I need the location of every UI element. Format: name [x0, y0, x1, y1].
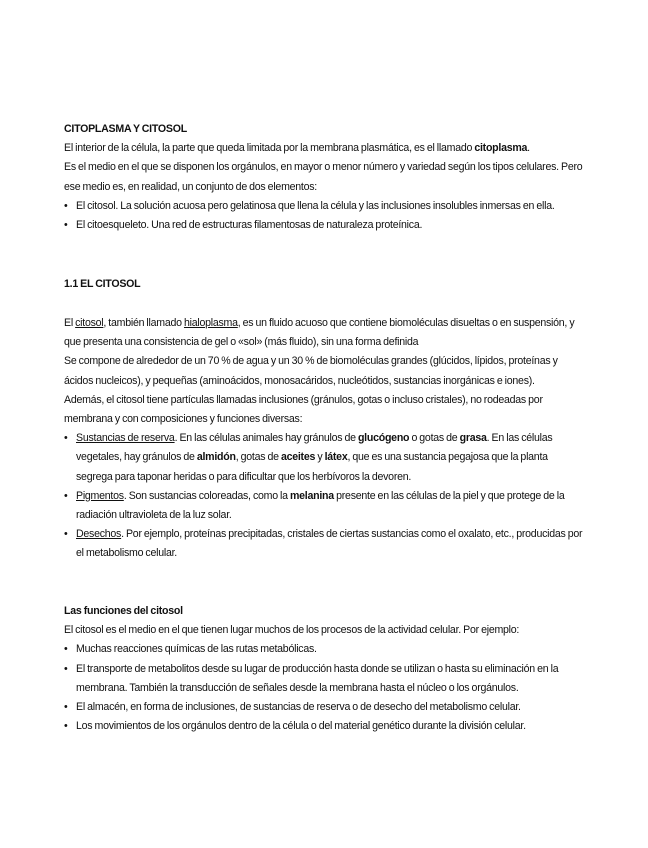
- list-elementos: [64, 197, 586, 235]
- list-item: • El almacén, en forma de inclusiones, de sustancias de reserva o de desecho del metabolismo celular.: [64, 698, 586, 717]
- bold-term: grasa: [459, 432, 487, 445]
- section-title-funciones: Las funciones del citosol: [64, 605, 183, 617]
- link-sustancias-reserva[interactable]: Sustancias de reserva: [76, 432, 175, 445]
- section-title-citoplasma: CITOPLASMA Y CITOSOL: [64, 123, 187, 135]
- list-item-reserva: [64, 429, 586, 487]
- paragraph-inclusiones: Además, el citosol tiene partículas llamadas inclusiones (gránulos, gotas o incluso cristales), no rodeadas por membrana y con composiciones y funciones diversas:: [64, 393, 543, 426]
- text: , que es una sustancia pegajosa que la planta segrega para taponar heridas o para dificultar que los herbívoros la devoren.: [76, 451, 548, 483]
- link-pigmentos[interactable]: Pigmentos: [76, 489, 124, 502]
- bold-term: melanina: [290, 489, 334, 502]
- list-item: • Muchas reacciones químicas de las rutas metabólicas.: [64, 640, 586, 659]
- paragraph-citoplasma-intro: [64, 139, 586, 158]
- link-desechos[interactable]: Desechos: [76, 528, 122, 541]
- text: .: [527, 142, 530, 155]
- text: y: [315, 451, 325, 464]
- bold-term: aceites: [280, 451, 316, 464]
- list-item: • El transporte de metabolitos desde su lugar de producción hasta donde se utilizan o hasta su eliminación en la membrana. También la transducción de señales desde la membrana hasta el núcleo o los orgánulos.: [64, 660, 586, 698]
- bold-term: citoplasma: [474, 142, 528, 155]
- text: El interior de la célula, la parte que queda limitada por la membrana plasmática, es el llamado: [64, 142, 475, 155]
- list-item: • El citosol. La solución acuosa pero gelatinosa que llena la célula y las inclusiones insolubles inmersas en ella.: [64, 197, 586, 216]
- link-hialoplasma[interactable]: hialoplasma: [183, 317, 238, 329]
- section-funciones: [64, 602, 586, 736]
- text: . En las células vegetales, hay gránulos de: [76, 432, 553, 464]
- list-item: • Los movimientos de los orgánulos dentro de la célula o del material genético durante la división celular.: [64, 717, 586, 736]
- paragraph-medio: Es el medio en el que se disponen los orgánulos, en mayor o menor número y variedad según los tipos celulares. Pero ese medio es, en realidad, un conjunto de dos elementos:: [64, 161, 583, 193]
- link-citosol[interactable]: citosol: [75, 317, 104, 329]
- bold-term: látex: [324, 451, 348, 464]
- section-citoplasma: [64, 120, 586, 235]
- list-item-desechos: [64, 525, 586, 563]
- text: . En las células animales hay gránulos de: [174, 432, 358, 445]
- text: . Son sustancias coloreadas, como la: [123, 489, 290, 502]
- text: , gotas de: [235, 451, 281, 464]
- text: o gotas de: [409, 432, 460, 445]
- text: , es un fluido acuoso que contiene biomoléculas disueltas o en suspensión, y que presenta una consistencia de gel o «sol» (más fluido), sin una forma definida: [64, 317, 575, 349]
- paragraph-citosol-def: [64, 314, 586, 352]
- text: presente en las células de la piel y que protege de la radiación ultravioleta de la luz solar.: [76, 489, 565, 522]
- list-funciones: [64, 640, 586, 736]
- section-title-citosol: 1.1 EL CITOSOL: [64, 278, 141, 290]
- bold-term: glucógeno: [357, 432, 410, 445]
- list-item-pigmentos: [64, 487, 586, 525]
- text: , también llamado: [103, 317, 184, 329]
- list-item: • El citoesqueleto. Una red de estructuras filamentosas de naturaleza proteínica.: [64, 216, 586, 235]
- paragraph-funciones: El citosol es el medio en el que tienen lugar muchos de los procesos de la actividad celular. Por ejemplo:: [64, 624, 520, 637]
- section-citosol-body: [64, 314, 586, 564]
- section-citosol: [64, 275, 586, 294]
- bold-term: almidón: [196, 451, 236, 464]
- text: El: [64, 317, 76, 329]
- paragraph-composicion: Se compone de alrededor de un 70 % de agua y un 30 % de biomoléculas grandes (glúcidos, lípidos, proteínas y ácidos nucleicos), y pequeñas (aminoácidos, monosacáridos, nucleótidos, sustancias inorgánicas e iones).: [64, 355, 558, 387]
- text: . Por ejemplo, proteínas precipitadas, cristales de ciertas sustancias como el oxalato, etc., producidas por el metabolismo celular.: [76, 528, 583, 560]
- list-inclusiones: [64, 429, 586, 563]
